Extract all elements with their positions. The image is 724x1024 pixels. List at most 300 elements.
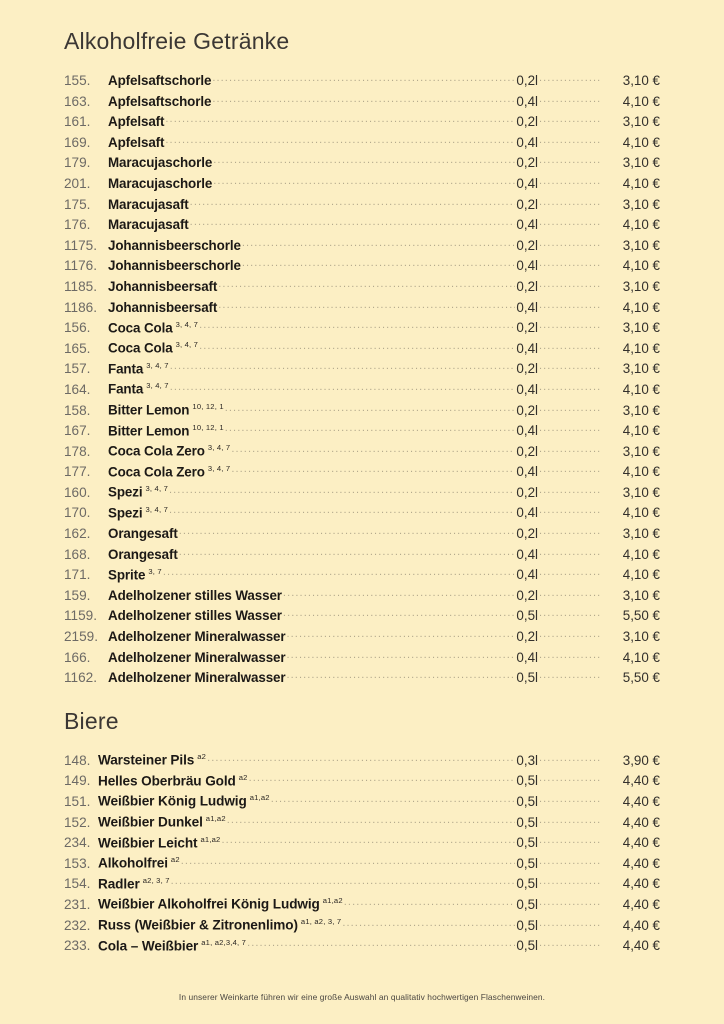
item-name-text: Adelholzener Mineralwasser bbox=[108, 629, 286, 645]
item-name-text: Adelholzener Mineralwasser bbox=[108, 649, 286, 665]
item-name bbox=[108, 94, 211, 109]
dot-leader-price bbox=[539, 484, 601, 497]
item-volume: 0,5l bbox=[516, 835, 538, 851]
menu-item bbox=[64, 402, 660, 423]
item-price: 3,10 € bbox=[622, 526, 660, 542]
menu-item bbox=[64, 834, 660, 855]
menu-item-list-alkoholfreie bbox=[64, 72, 660, 690]
item-name-text: Spezi bbox=[108, 484, 143, 500]
item-price: 3,10 € bbox=[622, 278, 660, 294]
item-name-text: Apfelsaftschorle bbox=[108, 73, 212, 88]
item-allergen-markers: 3, 4, 7 bbox=[175, 340, 199, 350]
item-volume: 0,2l bbox=[516, 587, 538, 603]
item-volume: 0,2l bbox=[516, 402, 538, 418]
item-name bbox=[108, 670, 286, 685]
item-price: 4,40 € bbox=[622, 876, 660, 892]
item-number: 175. bbox=[64, 196, 91, 212]
item-allergen-markers: 10, 12, 1 bbox=[192, 422, 224, 432]
dot-leader bbox=[227, 814, 516, 827]
item-name bbox=[108, 505, 168, 520]
item-allergen-markers: 3, 4, 7 bbox=[175, 319, 199, 329]
item-number: 158. bbox=[64, 402, 91, 418]
item-name-text: Maracujaschorle bbox=[108, 155, 213, 171]
item-number: 157. bbox=[64, 361, 91, 377]
menu-item bbox=[64, 463, 660, 484]
dot-leader-price bbox=[539, 93, 601, 106]
item-name-text: Spezi bbox=[108, 505, 143, 521]
dot-leader-price bbox=[539, 72, 601, 85]
dot-leader-price bbox=[539, 566, 601, 579]
item-number: 179. bbox=[64, 155, 91, 171]
item-name-text: Coca Cola bbox=[108, 320, 173, 336]
item-number: 151. bbox=[64, 794, 91, 809]
item-name bbox=[108, 402, 224, 417]
item-name bbox=[108, 279, 217, 294]
dot-leader-price bbox=[539, 937, 601, 950]
item-allergen-markers: 3, 4, 7 bbox=[146, 381, 169, 391]
section-alkoholfreie-getraenke bbox=[64, 0, 660, 690]
item-number: 165. bbox=[64, 340, 91, 356]
item-name bbox=[108, 650, 286, 665]
menu-item bbox=[64, 196, 660, 217]
dot-leader-price bbox=[539, 463, 601, 476]
item-name-text: Fanta bbox=[108, 381, 144, 397]
menu-item bbox=[64, 484, 660, 505]
dot-leader-price bbox=[539, 216, 601, 229]
dot-leader bbox=[190, 196, 516, 209]
menu-item bbox=[64, 113, 660, 134]
dot-leader-price bbox=[539, 546, 601, 559]
item-name-text: Apfelsaft bbox=[108, 114, 165, 130]
item-number: 160. bbox=[64, 484, 91, 500]
item-name-text: Maracujasaft bbox=[108, 217, 189, 233]
item-name bbox=[108, 608, 282, 623]
item-number: 149. bbox=[64, 773, 91, 789]
item-name-text: Coca Cola Zero bbox=[108, 443, 205, 459]
item-price: 3,10 € bbox=[622, 402, 660, 418]
menu-item bbox=[64, 875, 660, 896]
item-allergen-markers: 3, 4, 7 bbox=[207, 443, 231, 453]
item-volume: 0,2l bbox=[516, 237, 538, 253]
dot-leader bbox=[170, 381, 516, 394]
dot-leader-price bbox=[539, 278, 601, 291]
item-number: 233. bbox=[64, 938, 91, 954]
item-price: 4,40 € bbox=[622, 773, 660, 789]
item-volume: 0,2l bbox=[516, 443, 538, 459]
item-volume: 0,2l bbox=[516, 155, 538, 171]
item-name bbox=[108, 423, 224, 438]
dot-leader bbox=[181, 855, 516, 868]
item-number: 164. bbox=[64, 381, 91, 397]
dot-leader-price bbox=[539, 319, 601, 332]
dot-leader bbox=[212, 72, 515, 85]
item-number: 159. bbox=[64, 587, 91, 603]
item-volume: 0,5l bbox=[516, 938, 538, 954]
menu-item bbox=[64, 504, 660, 525]
item-name bbox=[108, 217, 189, 232]
item-allergen-markers: a1,a2 bbox=[205, 814, 226, 824]
menu-item bbox=[64, 175, 660, 196]
item-number: 169. bbox=[64, 134, 91, 150]
dot-leader bbox=[225, 422, 516, 435]
menu-item bbox=[64, 525, 660, 546]
item-price: 4,10 € bbox=[622, 381, 660, 397]
item-name-text: Bitter Lemon bbox=[108, 402, 190, 418]
menu-item bbox=[64, 154, 660, 175]
item-name bbox=[108, 197, 189, 212]
item-price: 4,10 € bbox=[622, 299, 660, 315]
dot-leader-price bbox=[539, 772, 601, 785]
item-volume: 0,2l bbox=[516, 73, 538, 88]
item-name bbox=[108, 547, 178, 562]
item-volume: 0,2l bbox=[516, 361, 538, 377]
item-price: 4,10 € bbox=[622, 93, 660, 109]
item-name-text: Warsteiner Pils bbox=[98, 752, 195, 768]
dot-leader bbox=[287, 628, 516, 641]
dot-leader-price bbox=[539, 402, 601, 415]
item-name bbox=[108, 114, 164, 129]
item-name bbox=[108, 176, 212, 191]
item-volume: 0,4l bbox=[516, 299, 538, 315]
item-name-text: Weißbier Leicht bbox=[98, 835, 198, 851]
menu-item bbox=[64, 319, 660, 340]
section-title-alkoholfreie-getraenke: Alkoholfreie Getränke bbox=[64, 28, 290, 54]
item-allergen-markers: a1,a2 bbox=[249, 793, 270, 803]
item-name-text: Weißbier Dunkel bbox=[98, 814, 203, 830]
item-number: 167. bbox=[64, 423, 91, 439]
item-name bbox=[108, 258, 241, 273]
item-name bbox=[98, 814, 226, 830]
item-volume: 0,5l bbox=[516, 876, 538, 892]
item-price: 4,10 € bbox=[622, 505, 660, 521]
item-number: 1159. bbox=[64, 608, 98, 624]
item-name bbox=[98, 938, 246, 954]
item-number: 166. bbox=[64, 649, 91, 665]
item-name-text: Apfelsaft bbox=[108, 134, 165, 150]
dot-leader bbox=[171, 875, 516, 888]
item-volume: 0,5l bbox=[516, 670, 538, 686]
item-name-text: Maracujasaft bbox=[108, 196, 189, 212]
dot-leader bbox=[163, 566, 516, 579]
dot-leader bbox=[283, 587, 515, 600]
item-name bbox=[98, 793, 270, 809]
item-volume: 0,4l bbox=[516, 505, 538, 521]
item-number: 234. bbox=[64, 835, 91, 851]
item-price: 3,10 € bbox=[622, 484, 660, 500]
dot-leader bbox=[199, 319, 515, 332]
dot-leader-price bbox=[539, 896, 601, 909]
item-name-text: Russ (Weißbier & Zitronenlimo) bbox=[98, 917, 298, 933]
item-price: 3,10 € bbox=[622, 114, 660, 130]
dot-leader-price bbox=[539, 381, 601, 394]
item-price: 4,40 € bbox=[622, 855, 660, 871]
item-number: 170. bbox=[64, 505, 91, 521]
item-volume: 0,4l bbox=[516, 423, 538, 439]
item-name bbox=[98, 752, 206, 768]
menu-item bbox=[64, 814, 660, 835]
dot-leader-price bbox=[539, 154, 601, 167]
item-price: 4,10 € bbox=[622, 464, 660, 480]
item-allergen-markers: 3, 4, 7 bbox=[145, 505, 168, 514]
dot-leader-price bbox=[539, 422, 601, 435]
menu-item bbox=[64, 896, 660, 917]
item-number: 232. bbox=[64, 917, 91, 933]
menu-item bbox=[64, 299, 660, 320]
item-name bbox=[108, 340, 198, 355]
item-price: 3,90 € bbox=[622, 752, 660, 768]
dot-leader bbox=[169, 484, 515, 497]
item-volume: 0,5l bbox=[516, 917, 538, 933]
dot-leader-price bbox=[539, 299, 601, 312]
item-number: 178. bbox=[64, 443, 91, 459]
item-volume: 0,5l bbox=[516, 855, 538, 871]
item-volume: 0,4l bbox=[516, 217, 538, 233]
dot-leader-price bbox=[539, 113, 601, 126]
item-allergen-markers: a1,a2 bbox=[200, 834, 221, 844]
item-price: 3,10 € bbox=[622, 587, 660, 603]
item-volume: 0,3l bbox=[516, 752, 538, 768]
item-volume: 0,4l bbox=[516, 464, 538, 480]
menu-item bbox=[64, 752, 660, 773]
item-price: 3,10 € bbox=[622, 196, 660, 212]
dot-leader bbox=[165, 134, 515, 147]
item-allergen-markers: 10, 12, 1 bbox=[192, 402, 224, 412]
item-price: 4,40 € bbox=[622, 814, 660, 830]
item-price: 4,10 € bbox=[622, 217, 660, 233]
item-number: 156. bbox=[64, 320, 91, 336]
item-name bbox=[108, 567, 162, 582]
item-name bbox=[108, 300, 217, 315]
menu-item bbox=[64, 772, 660, 793]
item-allergen-markers: a1, a2, 3, 7 bbox=[300, 917, 342, 927]
dot-leader-price bbox=[539, 196, 601, 209]
item-name bbox=[108, 73, 211, 88]
item-price: 4,40 € bbox=[622, 938, 660, 954]
item-name bbox=[98, 876, 170, 892]
item-allergen-markers: 3, 4, 7 bbox=[207, 463, 231, 473]
dot-leader bbox=[170, 360, 516, 373]
menu-item bbox=[64, 628, 660, 649]
item-number: 1176. bbox=[64, 258, 98, 274]
item-volume: 0,4l bbox=[516, 340, 538, 356]
dot-leader bbox=[179, 546, 516, 559]
section-title-biere: Biere bbox=[64, 707, 119, 734]
item-number: 231. bbox=[64, 896, 91, 912]
dot-leader bbox=[221, 834, 515, 847]
dot-leader-price bbox=[539, 669, 601, 682]
item-price: 3,10 € bbox=[622, 73, 660, 88]
menu-item bbox=[64, 546, 660, 567]
dot-leader-price bbox=[539, 587, 601, 600]
item-name-text: Sprite bbox=[108, 567, 146, 583]
dot-leader bbox=[225, 402, 516, 415]
item-name bbox=[108, 381, 169, 396]
dot-leader-price bbox=[539, 917, 601, 930]
item-number: 162. bbox=[64, 526, 91, 542]
menu-item bbox=[64, 937, 660, 958]
item-price: 5,50 € bbox=[622, 670, 660, 686]
item-price: 3,10 € bbox=[622, 237, 660, 253]
menu-item bbox=[64, 134, 660, 155]
item-number: 163. bbox=[64, 93, 91, 109]
dot-leader bbox=[213, 175, 515, 188]
item-number: 155. bbox=[64, 73, 91, 88]
item-volume: 0,4l bbox=[516, 567, 538, 583]
item-volume: 0,4l bbox=[516, 258, 538, 274]
menu-item bbox=[64, 381, 660, 402]
dot-leader-price bbox=[539, 175, 601, 188]
item-name-text: Weißbier Alkoholfrei König Ludwig bbox=[98, 896, 320, 912]
item-number: 1185. bbox=[64, 278, 98, 294]
item-name bbox=[98, 855, 180, 871]
item-price: 3,10 € bbox=[622, 155, 660, 171]
item-price: 4,10 € bbox=[622, 340, 660, 356]
item-name-text: Coca Cola Zero bbox=[108, 464, 205, 480]
dot-leader-price bbox=[539, 340, 601, 353]
item-name bbox=[108, 320, 198, 335]
item-price: 5,50 € bbox=[622, 608, 660, 624]
item-number: 161. bbox=[64, 114, 91, 130]
item-volume: 0,5l bbox=[516, 608, 538, 624]
dot-leader bbox=[190, 216, 516, 229]
dot-leader-price bbox=[539, 237, 601, 250]
menu-item bbox=[64, 855, 660, 876]
item-name bbox=[108, 464, 230, 479]
item-volume: 0,2l bbox=[516, 196, 538, 212]
dot-leader bbox=[247, 937, 515, 950]
dot-leader-price bbox=[539, 834, 601, 847]
dot-leader bbox=[242, 257, 516, 270]
item-name bbox=[108, 526, 178, 541]
item-name-text: Johannisbeersaft bbox=[108, 278, 218, 294]
item-number: 153. bbox=[64, 855, 91, 871]
dot-leader-price bbox=[539, 855, 601, 868]
item-price: 4,10 € bbox=[622, 134, 660, 150]
item-volume: 0,5l bbox=[516, 794, 538, 809]
item-name bbox=[98, 896, 343, 912]
dot-leader bbox=[231, 443, 515, 456]
menu-item bbox=[64, 340, 660, 361]
item-name-text: Bitter Lemon bbox=[108, 423, 190, 439]
item-price: 4,40 € bbox=[622, 794, 660, 809]
item-volume: 0,4l bbox=[516, 546, 538, 562]
item-allergen-markers: 3, 4, 7 bbox=[145, 484, 168, 494]
item-allergen-markers: a2 bbox=[170, 855, 180, 865]
item-price: 3,10 € bbox=[622, 320, 660, 336]
item-number: 201. bbox=[64, 175, 91, 191]
item-name-text: Alkoholfrei bbox=[98, 855, 168, 871]
dot-leader-price bbox=[539, 607, 601, 620]
item-allergen-markers: 3, 7 bbox=[148, 566, 162, 576]
item-name-text: Radler bbox=[98, 876, 140, 892]
item-number: 1162. bbox=[64, 670, 98, 686]
menu-item bbox=[64, 72, 660, 93]
item-name bbox=[108, 443, 230, 458]
menu-item bbox=[64, 93, 660, 114]
menu-item bbox=[64, 566, 660, 587]
item-volume: 0,4l bbox=[516, 649, 538, 665]
item-name-text: Fanta bbox=[108, 361, 144, 377]
dot-leader bbox=[213, 154, 515, 167]
item-allergen-markers: 3, 4, 7 bbox=[146, 360, 169, 370]
item-name-text: Johannisbeersaft bbox=[108, 299, 218, 315]
dot-leader bbox=[199, 340, 515, 353]
dot-leader bbox=[344, 896, 516, 909]
item-allergen-markers: a1, a2,3,4, 7 bbox=[201, 937, 247, 947]
item-name-text: Orangesaft bbox=[108, 546, 178, 562]
dot-leader-price bbox=[539, 628, 601, 641]
item-number: 177. bbox=[64, 464, 91, 480]
dot-leader bbox=[287, 669, 516, 682]
item-name-text: Orangesaft bbox=[108, 526, 178, 542]
menu-item bbox=[64, 607, 660, 628]
item-name-text: Adelholzener stilles Wasser bbox=[108, 608, 282, 624]
item-name bbox=[98, 917, 341, 933]
dot-leader bbox=[179, 525, 516, 538]
dot-leader-price bbox=[539, 504, 601, 517]
item-name bbox=[108, 238, 241, 253]
item-name bbox=[98, 835, 220, 851]
item-volume: 0,5l bbox=[516, 814, 538, 830]
menu-item bbox=[64, 793, 660, 814]
item-price: 4,10 € bbox=[622, 649, 660, 665]
dot-leader bbox=[165, 113, 515, 126]
item-name bbox=[98, 773, 248, 789]
item-price: 3,10 € bbox=[622, 443, 660, 459]
dot-leader-price bbox=[539, 525, 601, 538]
item-price: 4,10 € bbox=[622, 423, 660, 439]
item-volume: 0,2l bbox=[516, 114, 538, 130]
dot-leader bbox=[169, 504, 515, 517]
item-name-text: Coca Cola bbox=[108, 340, 173, 356]
item-name-text: Apfelsaftschorle bbox=[108, 93, 212, 109]
dot-leader bbox=[249, 772, 516, 785]
item-allergen-markers: a2 bbox=[197, 752, 207, 762]
item-price: 3,10 € bbox=[622, 629, 660, 645]
dot-leader bbox=[271, 793, 516, 806]
menu-item bbox=[64, 443, 660, 464]
item-name-text: Weißbier König Ludwig bbox=[98, 794, 247, 809]
item-name-text: Cola – Weißbier bbox=[98, 938, 199, 954]
item-allergen-markers: a2 bbox=[238, 772, 248, 782]
menu-item-list-biere bbox=[64, 752, 660, 958]
item-number: 1175. bbox=[64, 237, 98, 253]
dot-leader bbox=[242, 237, 516, 250]
item-volume: 0,2l bbox=[516, 629, 538, 645]
item-name bbox=[108, 484, 168, 499]
dot-leader bbox=[207, 752, 515, 765]
item-volume: 0,4l bbox=[516, 134, 538, 150]
item-number: 2159. bbox=[64, 629, 99, 645]
dot-leader bbox=[212, 93, 515, 106]
item-number: 171. bbox=[64, 567, 91, 583]
item-name-text: Johannisbeerschorle bbox=[108, 237, 241, 253]
item-name-text: Maracujaschorle bbox=[108, 175, 213, 191]
item-number: 148. bbox=[64, 752, 91, 768]
item-name bbox=[108, 629, 286, 644]
dot-leader bbox=[218, 278, 515, 291]
dot-leader bbox=[287, 649, 516, 662]
menu-item bbox=[64, 649, 660, 670]
menu-item bbox=[64, 237, 660, 258]
dot-leader-price bbox=[539, 875, 601, 888]
menu-item bbox=[64, 917, 660, 938]
item-number: 168. bbox=[64, 546, 91, 562]
section-biere bbox=[64, 690, 660, 958]
menu-item bbox=[64, 422, 660, 443]
dot-leader-price bbox=[539, 257, 601, 270]
dot-leader-price bbox=[539, 360, 601, 373]
